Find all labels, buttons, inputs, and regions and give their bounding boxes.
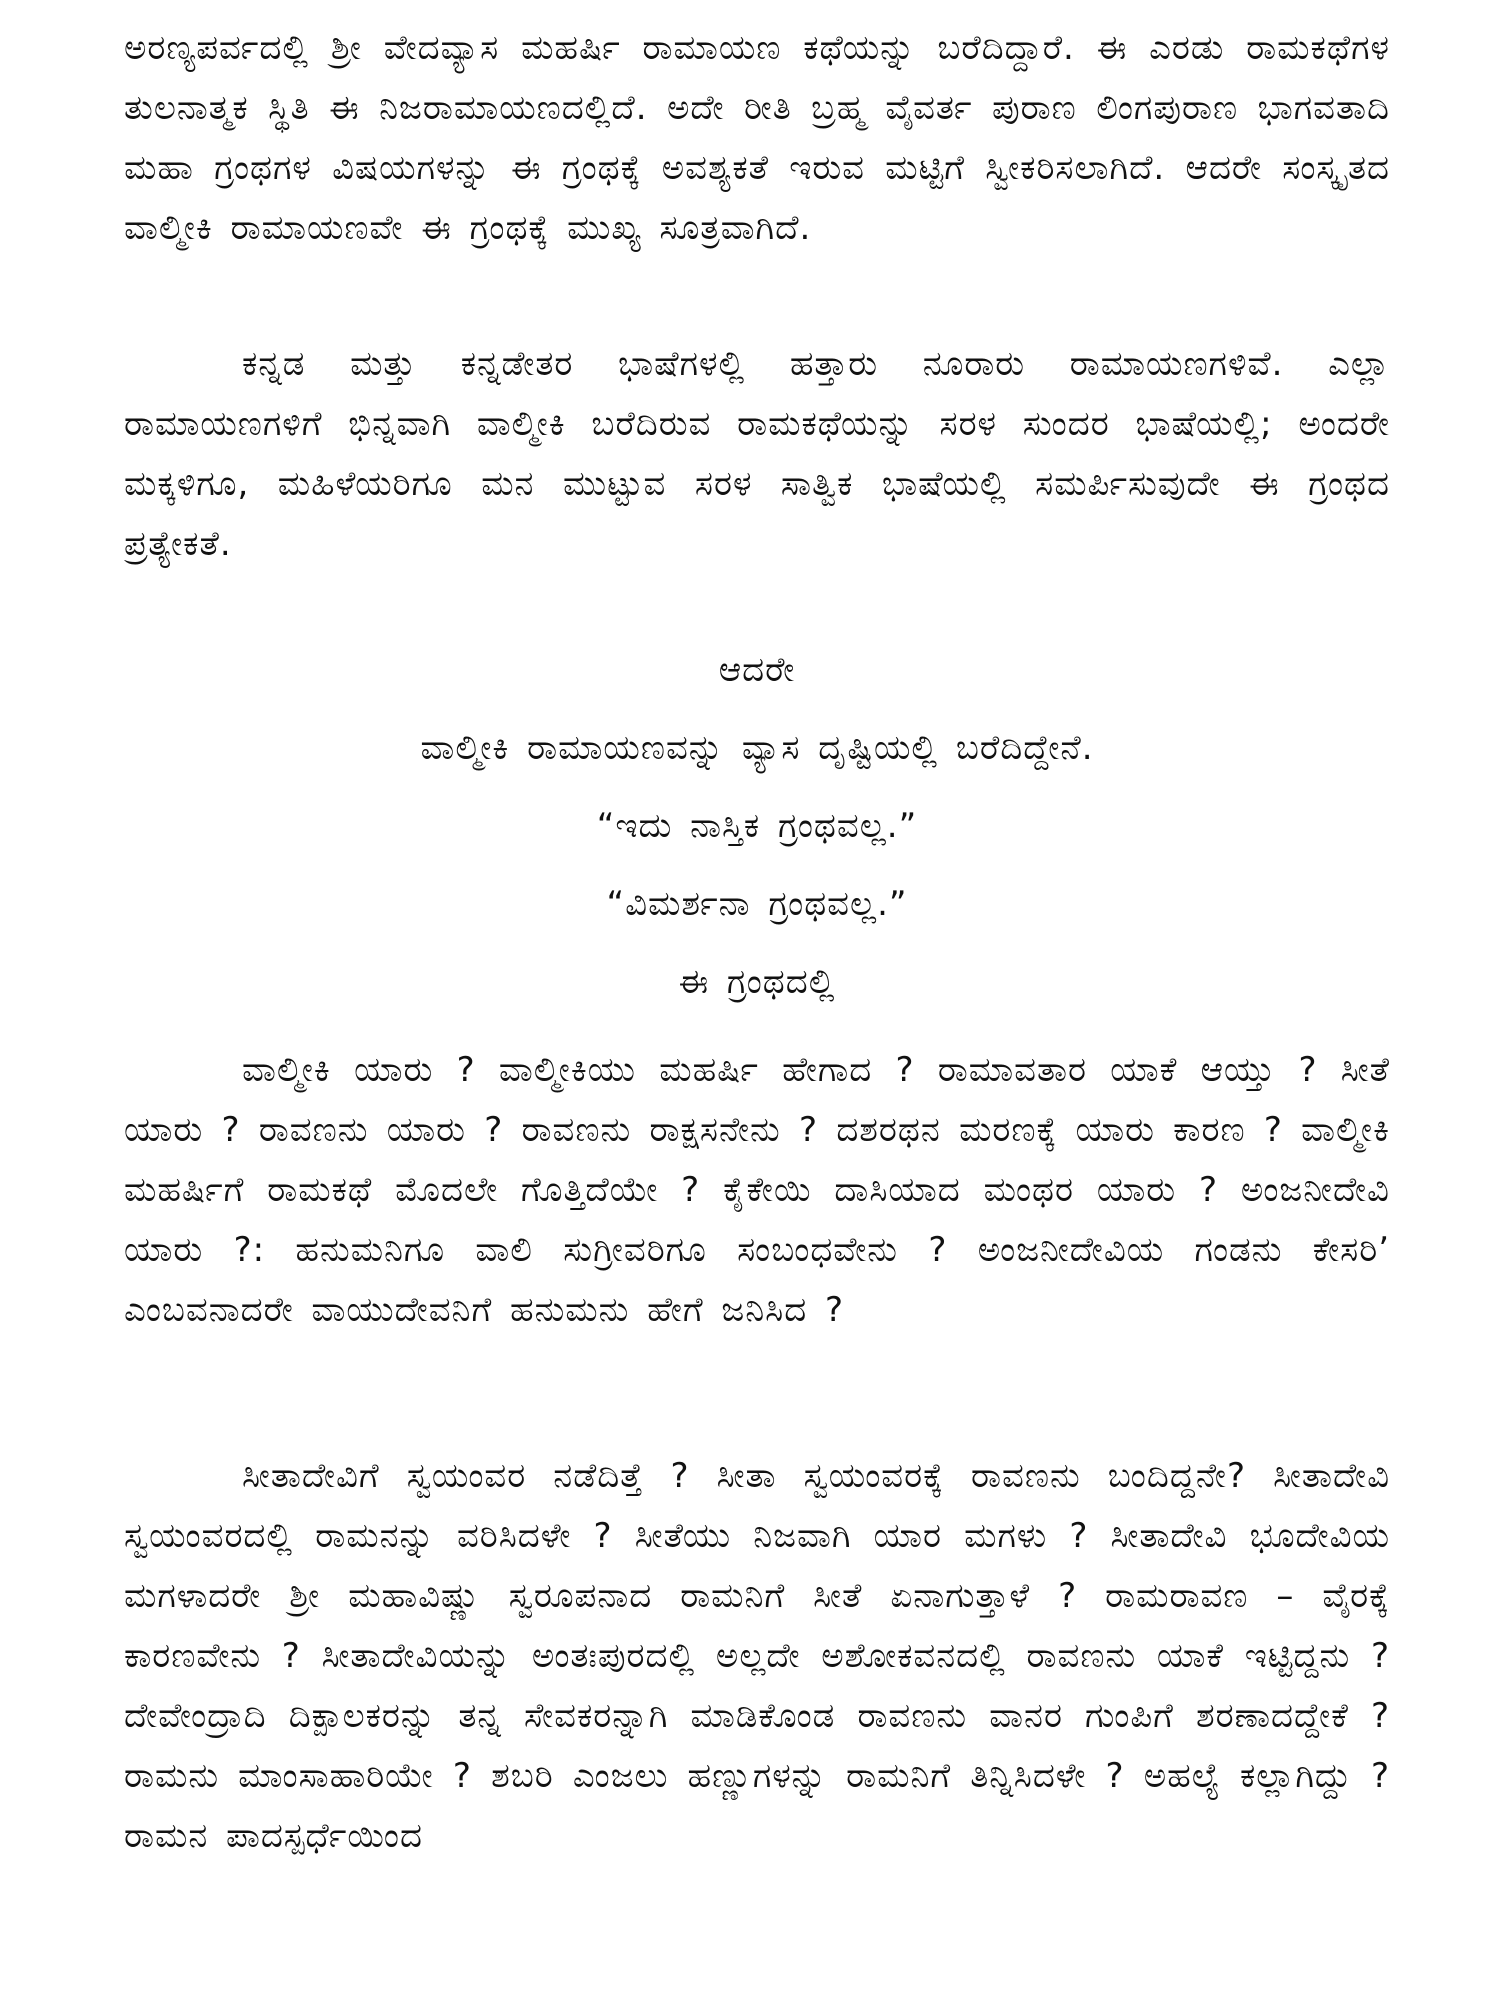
paragraph-questions-valmiki: ವಾಲ್ಮೀಕಿ ಯಾರು ? ವಾಲ್ಮೀಕಿಯು ಮಹರ್ಷಿ ಹೇಗಾದ ? ರಾಮಾವತಾರ ಯಾಕೆ ಆಯ್ತು ? ಸೀತೆ ಯಾರು ? ರಾವಣನು ಯಾರು ? ರಾವಣನು ರಾಕ್ಷಸನೇನು ? ದಶರಥನ ಮರಣಕ್ಕೆ ಯಾರು ಕಾರಣ ? ವಾಲ್ಮೀಕಿ ಮಹರ್ಷಿಗೆ ರಾಮಕಥೆ ಮೊದಲೇ ಗೊತ್ತಿದೆಯೇ ? ಕೈಕೇಯಿ ದಾಸಿಯಾದ ಮಂಥರ ಯಾರು ? ಅಂಜನೀದೇವಿ ಯಾರು ?: ಹನುಮನಿಗೂ ವಾಲಿ ಸುಗ್ರೀವರಿಗೂ ಸಂಬಂಧವೇನು ? ಅಂಜನೀದೇವಿಯ ಗಂಡನು ಕೇಸರಿ’ ಎಂಬವನಾದರೇ ವಾಯುದೇವನಿಗೆ ಹನುಮನು ಹೇಗೆ ಜನಿಸಿದ ?	[124, 1050, 1390, 1330]
paragraph-questions-sita: ಸೀತಾದೇವಿಗೆ ಸ್ವಯಂವರ ನಡೆದಿತ್ತೆ ? ಸೀತಾ ಸ್ವಯಂವರಕ್ಕೆ ರಾವಣನು ಬಂದಿದ್ದನೇ? ಸೀತಾದೇವಿ ಸ್ವಯಂವರದಲ್ಲಿ ರಾಮನನ್ನು ವರಿಸಿದಳೇ ? ಸೀತೆಯು ನಿಜವಾಗಿ ಯಾರ ಮಗಳು ? ಸೀತಾದೇವಿ ಭೂದೇವಿಯ ಮಗಳಾದರೇ ಶ್ರೀ ಮಹಾವಿಷ್ಣು ಸ್ವರೂಪನಾದ ರಾಮನಿಗೆ ಸೀತೆ ಏನಾಗುತ್ತಾಳೆ ? ರಾಮರಾವಣ – ವೈರಕ್ಕೆ ಕಾರಣವೇನು ? ಸೀತಾದೇವಿಯನ್ನು ಅಂತಃಪುರದಲ್ಲಿ ಅಲ್ಲದೇ ಅಶೋಕವನದಲ್ಲಿ ರಾವಣನು ಯಾಕೆ ಇಟ್ಟಿದ್ದನು ? ದೇವೇಂದ್ರಾದಿ ದಿಕ್ಪಾಲಕರನ್ನು ತನ್ನ ಸೇವಕರನ್ನಾಗಿ ಮಾಡಿಕೊಂಡ ರಾವಣನು ವಾನರ ಗುಂಪಿಗೆ ಶರಣಾದದ್ದೇಕೆ ? ರಾಮನು ಮಾಂಸಾಹಾರಿಯೇ ? ಶಬರಿ ಎಂಜಲು ಹಣ್ಣುಗಳನ್ನು ರಾಮನಿಗೆ ತಿನ್ನಿಸಿದಳೇ ? ಅಹಲ್ಯೆ ಕಲ್ಲಾಗಿದ್ದು ? ರಾಮನ ಪಾದಸ್ಪರ್ಧೆಯಿಂದ	[124, 1456, 1390, 1856]
paragraph-aranya-parva: ಅರಣ್ಯಪರ್ವದಲ್ಲಿ ಶ್ರೀ ವೇದವ್ಯಾಸ ಮಹರ್ಷಿ ರಾಮಾಯಣ ಕಥೆಯನ್ನು ಬರೆದಿದ್ದಾರೆ. ಈ ಎರಡು ರಾಮಕಥೆಗಳ ತುಲನಾತ್ಮಕ ಸ್ಥಿತಿ ಈ ನಿಜರಾಮಾಯಣದಲ್ಲಿದೆ. ಅದೇ ರೀತಿ ಬ್ರಹ್ಮ ವೈವರ್ತ ಪುರಾಣ ಲಿಂಗಪುರಾಣ ಭಾಗವತಾದಿ ಮಹಾ ಗ್ರಂಥಗಳ ವಿಷಯಗಳನ್ನು ಈ ಗ್ರಂಥಕ್ಕೆ ಅವಶ್ಯಕತೆ ಇರುವ ಮಟ್ಟಿಗೆ ಸ್ವೀಕರಿಸಲಾಗಿದೆ. ಆದರೇ ಸಂಸ್ಕೃತದ ವಾಲ್ಮೀಕಿ ರಾಮಾಯಣವೇ ಈ ಗ್ರಂಥಕ್ಕೆ ಮುಖ್ಯ ಸೂತ್ರವಾಗಿದೆ.	[124, 28, 1390, 248]
centered-line-not-vimarshana: “ವಿಮರ್ಶನಾ ಗ್ರಂಥವಲ್ಲ.”	[606, 884, 908, 924]
centered-line-not-nastika: “ಇದು ನಾಸ್ತಿಕ ಗ್ರಂಥವಲ್ಲ.”	[596, 806, 918, 846]
centered-line-adare: ಆದರೇ	[718, 650, 796, 690]
paragraph-kannada-ramayanas: ಕನ್ನಡ ಮತ್ತು ಕನ್ನಡೇತರ ಭಾಷೆಗಳಲ್ಲಿ ಹತ್ತಾರು ನೂರಾರು ರಾಮಾಯಣಗಳಿವೆ. ಎಲ್ಲಾ ರಾಮಾಯಣಗಳಿಗೆ ಭಿನ್ನವಾಗಿ ವಾಲ್ಮೀಕಿ ಬರೆದಿರುವ ರಾಮಕಥೆಯನ್ನು ಸರಳ ಸುಂದರ ಭಾಷೆಯಲ್ಲಿ; ಅಂದರೇ ಮಕ್ಕಳಿಗೂ, ಮಹಿಳೆಯರಿಗೂ ಮನ ಮುಟ್ಟುವ ಸರಳ ಸಾತ್ವಿಕ ಭಾಷೆಯಲ್ಲಿ ಸಮರ್ಪಿಸುವುದೇ ಈ ಗ್ರಂಥದ ಪ್ರತ್ಯೇಕತೆ.	[124, 344, 1390, 564]
centered-line-vyasa-drishti: ವಾಲ್ಮೀಕಿ ರಾಮಾಯಣವನ್ನು ವ್ಯಾಸ ದೃಷ್ಟಿಯಲ್ಲಿ ಬರೆದಿದ್ದೇನೆ.	[420, 728, 1094, 768]
centered-line-granthadalli: ಈ ಗ್ರಂಥದಲ್ಲಿ	[678, 962, 836, 1002]
